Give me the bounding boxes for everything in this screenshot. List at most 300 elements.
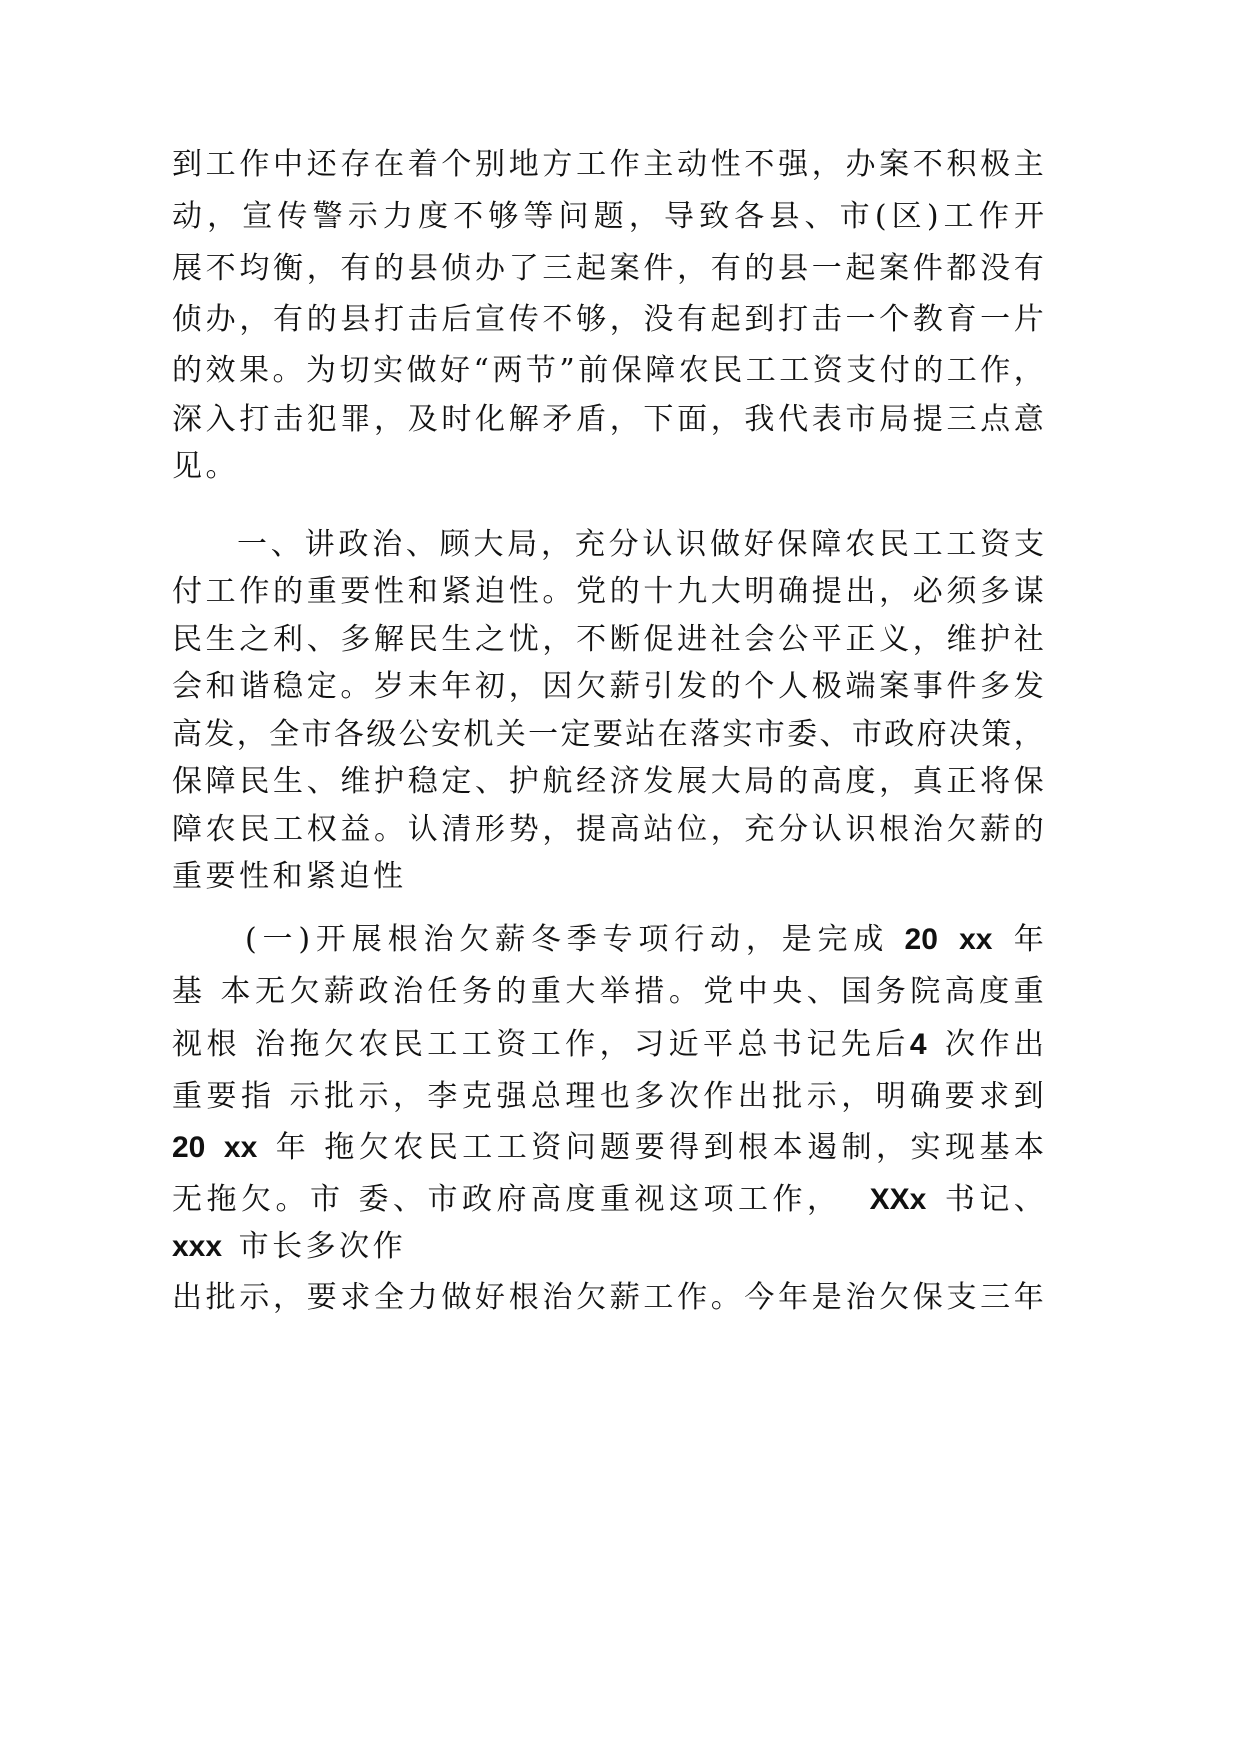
text-glyph: 高 <box>531 1182 562 1217</box>
text-glyph: 求 <box>340 1280 371 1315</box>
text-glyph: 主 <box>643 147 674 182</box>
text-glyph: 平 <box>811 622 842 657</box>
text-glyph: 年 <box>275 1130 306 1165</box>
text-glyph: 谋 <box>1013 574 1044 609</box>
text-glyph: ， <box>879 574 910 609</box>
text-glyph: 县 <box>778 251 809 286</box>
text-glyph: 保 <box>912 1280 943 1315</box>
text-glyph: 市 <box>427 1182 458 1217</box>
space-token <box>889 920 899 960</box>
text-glyph: ， <box>879 764 910 799</box>
text-glyph: 要 <box>634 1130 665 1165</box>
text-glyph: 性 <box>374 574 405 609</box>
text-glyph: 问 <box>558 199 589 234</box>
text-glyph: 工 <box>745 353 776 388</box>
text-glyph: 岁 <box>374 669 405 704</box>
text-glyph: 发 <box>204 717 235 752</box>
text-glyph: 够 <box>576 302 607 337</box>
text-glyph: ( <box>245 922 257 957</box>
text-glyph: 人 <box>778 669 809 704</box>
text-glyph: 障 <box>205 764 236 799</box>
text-glyph: 力 <box>407 1280 438 1315</box>
paragraph-line <box>172 1227 403 1267</box>
text-glyph: 好 <box>743 527 774 562</box>
text-glyph: 大 <box>710 574 741 609</box>
paragraph-line <box>172 145 1044 185</box>
text-glyph: 民 <box>172 622 202 657</box>
text-glyph: 指 <box>240 1079 271 1114</box>
text-glyph: 一 <box>845 302 876 337</box>
text-glyph: 的 <box>778 764 809 799</box>
text-glyph: 制 <box>841 1130 872 1165</box>
paragraph-line <box>172 1025 1044 1065</box>
text-glyph: ， <box>599 1027 630 1062</box>
text-glyph: 保 <box>1013 764 1044 799</box>
text-glyph: ) <box>298 922 311 957</box>
text-glyph: 片 <box>1013 302 1044 337</box>
text-glyph: 效 <box>205 353 236 388</box>
text-glyph: ， <box>710 812 741 847</box>
text-glyph: 出 <box>737 1079 768 1114</box>
text-glyph: 市 <box>301 717 332 752</box>
text-glyph: 之 <box>475 622 506 657</box>
text-glyph: 到 <box>172 147 202 182</box>
text-glyph: 农 <box>358 1027 389 1062</box>
text-glyph: 因 <box>542 669 573 704</box>
text-glyph: 定 <box>560 717 591 752</box>
text-glyph: 做 <box>709 527 740 562</box>
space-token <box>931 1180 941 1220</box>
text-glyph: 书 <box>771 1027 802 1062</box>
text-glyph: 意 <box>1013 402 1044 437</box>
text-glyph: 题 <box>593 199 624 234</box>
text-glyph: 工 <box>576 147 607 182</box>
text-glyph: 之 <box>239 622 270 657</box>
text-glyph: 有 <box>273 302 304 337</box>
text-glyph: 薪 <box>609 1280 640 1315</box>
text-glyph: 示 <box>289 1079 320 1114</box>
text-glyph: 发 <box>1013 669 1044 704</box>
text-glyph: 确 <box>778 574 809 609</box>
text-glyph: 维 <box>340 764 371 799</box>
text-glyph: 定 <box>306 669 337 704</box>
text-glyph: 区 <box>891 199 922 234</box>
text-glyph: 障 <box>645 353 676 388</box>
text-glyph: 、 <box>1013 1182 1044 1217</box>
text-glyph: 下 <box>643 402 674 437</box>
text-glyph: 、 <box>475 764 506 799</box>
text-glyph: 方 <box>542 147 573 182</box>
text-glyph: 的 <box>1013 812 1044 847</box>
text-glyph: 治 <box>542 1280 573 1315</box>
text-glyph: 治 <box>912 812 943 847</box>
text-glyph: 性 <box>710 147 741 182</box>
text-glyph: 付 <box>879 353 910 388</box>
text-glyph: 欠 <box>576 1280 607 1315</box>
space-token <box>206 972 216 1012</box>
text-glyph: 度 <box>417 199 448 234</box>
text-glyph: 欠 <box>879 1280 910 1315</box>
text-glyph: 够 <box>488 199 519 234</box>
text-glyph: 切 <box>339 353 370 388</box>
text-glyph: 市 <box>839 199 870 234</box>
text-glyph: 本 <box>772 1130 803 1165</box>
text-glyph: 认 <box>407 812 438 847</box>
text-glyph: 高 <box>944 974 975 1009</box>
text-glyph: 重 <box>172 1079 202 1114</box>
text-glyph: 见 <box>172 449 202 484</box>
latin-token: XXx <box>869 1183 927 1216</box>
text-glyph: 明 <box>744 574 775 609</box>
text-glyph: 紧 <box>306 859 336 894</box>
text-glyph: 政 <box>338 527 369 562</box>
text-glyph: 案 <box>879 251 910 286</box>
text-glyph: 生 <box>273 764 304 799</box>
text-glyph: 正 <box>845 622 876 657</box>
text-glyph: 基 <box>979 1130 1010 1165</box>
text-glyph: ， <box>912 622 943 657</box>
latin-token: xx <box>223 1131 258 1164</box>
space-token <box>345 1180 355 1220</box>
text-glyph: 委 <box>358 1182 389 1217</box>
text-glyph: 欠 <box>358 1130 389 1165</box>
text-glyph: 务 <box>461 974 492 1009</box>
text-glyph: 稳 <box>273 669 304 704</box>
text-glyph: 识 <box>845 812 876 847</box>
paragraph-line <box>172 197 1044 237</box>
text-glyph: ， <box>609 402 640 437</box>
text-glyph: 末 <box>407 669 438 704</box>
text-glyph: 重 <box>1013 974 1044 1009</box>
text-glyph: 断 <box>609 622 640 657</box>
text-glyph: 的 <box>710 669 741 704</box>
text-glyph: 专 <box>602 922 633 957</box>
text-glyph: 任 <box>427 974 458 1009</box>
text-glyph: 会 <box>172 669 202 704</box>
text-glyph: 实 <box>373 353 403 388</box>
text-glyph: 批 <box>205 1280 236 1315</box>
text-glyph: 展 <box>351 922 382 957</box>
text-glyph: 的 <box>496 974 527 1009</box>
text-glyph: 到 <box>744 302 775 337</box>
text-glyph: 一 <box>811 251 842 286</box>
text-glyph: 初 <box>475 669 506 704</box>
text-glyph: 工 <box>643 1280 674 1315</box>
text-glyph: 。 <box>668 974 699 1009</box>
text-glyph: 识 <box>676 527 707 562</box>
text-glyph: 积 <box>946 147 977 182</box>
text-glyph: 得 <box>669 1130 700 1165</box>
text-glyph: 个 <box>879 302 910 337</box>
text-glyph: 后 <box>875 1027 906 1062</box>
text-glyph: 高 <box>172 717 202 752</box>
text-glyph: 基 <box>172 974 202 1009</box>
text-glyph: 。 <box>374 812 405 847</box>
text-glyph: 季 <box>566 922 597 957</box>
section-heading-line <box>237 525 1044 565</box>
text-glyph: 作 <box>979 1027 1010 1062</box>
text-glyph: 级 <box>366 717 397 752</box>
text-glyph: 传 <box>508 302 539 337</box>
text-glyph: ， <box>306 251 337 286</box>
text-glyph: 化 <box>475 402 506 437</box>
text-glyph: 书 <box>944 1182 975 1217</box>
text-glyph: 犯 <box>306 402 337 437</box>
text-glyph: 治 <box>392 974 423 1009</box>
text-glyph: 付 <box>172 574 202 609</box>
text-glyph: 生 <box>205 622 236 657</box>
text-glyph: 办 <box>845 147 876 182</box>
text-glyph: 年 <box>1013 922 1044 957</box>
paragraph-line <box>172 810 1044 850</box>
text-glyph: 长 <box>272 1229 303 1264</box>
text-glyph: 开 <box>315 922 346 957</box>
text-glyph: 罪 <box>340 402 371 437</box>
text-glyph: 在 <box>657 717 688 752</box>
text-glyph: 障 <box>172 812 202 847</box>
text-glyph: ， <box>542 812 573 847</box>
text-glyph: 农 <box>678 353 709 388</box>
paragraph-line <box>172 300 1044 340</box>
text-glyph: 民 <box>712 353 743 388</box>
text-glyph: 打 <box>239 402 270 437</box>
text-glyph: 是 <box>781 922 812 957</box>
text-glyph: 等 <box>523 199 554 234</box>
text-glyph: 要 <box>592 717 623 752</box>
text-glyph: 要 <box>944 1079 975 1114</box>
text-glyph: 育 <box>946 302 977 337</box>
text-glyph: 举 <box>599 974 630 1009</box>
text-glyph: 央 <box>772 974 803 1009</box>
text-glyph: 本 <box>220 974 251 1009</box>
text-glyph: 三 <box>542 251 573 286</box>
text-glyph: 起 <box>845 251 876 286</box>
text-glyph: 到 <box>703 1130 734 1165</box>
text-glyph: 示 <box>358 1079 389 1114</box>
text-glyph: 有 <box>340 251 371 286</box>
text-glyph: 项 <box>703 1182 734 1217</box>
text-glyph: 民 <box>392 1027 423 1062</box>
text-glyph: 十 <box>643 574 674 609</box>
text-glyph: 都 <box>946 251 977 286</box>
text-glyph: “ <box>473 353 489 388</box>
text-glyph: ， <box>239 302 270 337</box>
text-glyph: 侦 <box>172 302 202 337</box>
text-glyph: 出 <box>1013 1027 1044 1062</box>
text-glyph: 为 <box>306 353 336 388</box>
text-glyph: 传 <box>277 199 308 234</box>
text-glyph: 充 <box>574 527 605 562</box>
text-glyph: 民 <box>239 812 270 847</box>
paragraph-line <box>172 762 1044 802</box>
text-glyph: 年 <box>441 669 472 704</box>
text-glyph: 端 <box>845 669 876 704</box>
text-glyph: ， <box>374 402 405 437</box>
text-glyph: 时 <box>441 402 472 437</box>
text-glyph: 根 <box>879 812 910 847</box>
text-glyph: 要 <box>206 1079 237 1114</box>
text-glyph: ， <box>841 1079 872 1114</box>
space-token <box>931 1025 941 1065</box>
text-glyph: 实 <box>722 717 753 752</box>
text-glyph: 工 <box>943 199 974 234</box>
latin-token: 20 <box>172 1131 206 1164</box>
text-glyph: 地 <box>508 147 539 182</box>
text-glyph: 我 <box>744 402 775 437</box>
text-glyph: 迫 <box>339 859 370 894</box>
text-glyph: 深 <box>172 402 202 437</box>
text-glyph: 后 <box>441 302 472 337</box>
text-glyph: 面 <box>677 402 708 437</box>
text-glyph: 局 <box>879 402 910 437</box>
space-token <box>241 1025 251 1065</box>
text-glyph: 大 <box>710 764 741 799</box>
text-glyph: 社 <box>710 622 741 657</box>
text-glyph: 三 <box>946 402 977 437</box>
text-glyph: 忧 <box>508 622 539 657</box>
text-glyph: 动 <box>172 199 202 234</box>
text-glyph: 性 <box>239 859 269 894</box>
text-glyph: 教 <box>912 302 943 337</box>
text-glyph: 作 <box>703 1079 734 1114</box>
space-token <box>262 1128 272 1168</box>
text-glyph: 存 <box>340 147 371 182</box>
text-glyph: 稳 <box>407 764 438 799</box>
text-glyph: 动 <box>677 147 708 182</box>
text-glyph: 生 <box>441 622 472 657</box>
text-glyph: 作 <box>372 1229 403 1264</box>
text-glyph: 市 <box>310 1182 340 1217</box>
text-glyph: 性 <box>373 859 403 894</box>
text-glyph: 好 <box>475 1280 506 1315</box>
text-glyph: 前 <box>578 353 609 388</box>
text-glyph: 宣 <box>475 302 506 337</box>
text-glyph: ， <box>542 622 573 657</box>
text-glyph: 紧 <box>441 574 472 609</box>
space-token <box>998 920 1008 960</box>
text-glyph: 发 <box>677 669 708 704</box>
text-glyph: 政 <box>884 717 915 752</box>
text-glyph: 工 <box>462 1130 493 1165</box>
text-glyph: 、 <box>804 199 835 234</box>
text-glyph: 重 <box>530 974 561 1009</box>
text-glyph: 有 <box>677 302 708 337</box>
text-glyph: 个 <box>441 147 472 182</box>
text-glyph: 击 <box>407 302 438 337</box>
text-glyph: 多 <box>305 1229 336 1264</box>
text-glyph: 清 <box>441 812 472 847</box>
text-glyph: ， <box>392 1079 423 1114</box>
text-glyph: 形 <box>475 812 506 847</box>
text-glyph: 不 <box>542 302 573 337</box>
text-glyph: 多 <box>980 574 1011 609</box>
text-glyph: 案 <box>609 251 640 286</box>
text-glyph: 事 <box>912 669 943 704</box>
space-token <box>310 1128 320 1168</box>
text-glyph: 各 <box>734 199 765 234</box>
text-glyph: 总 <box>737 1027 768 1062</box>
text-glyph: 。 <box>205 449 236 484</box>
text-glyph: 高 <box>811 764 842 799</box>
text-glyph: 要 <box>205 859 236 894</box>
text-glyph: 。 <box>340 669 371 704</box>
text-glyph: 击 <box>811 302 842 337</box>
text-glyph: 致 <box>699 199 730 234</box>
text-glyph: 实 <box>910 1130 941 1165</box>
text-glyph: 强 <box>778 147 809 182</box>
latin-token: xx <box>959 923 993 956</box>
text-glyph: 党 <box>576 574 607 609</box>
text-glyph: 视 <box>634 1182 665 1217</box>
text-glyph: 和 <box>407 574 438 609</box>
text-glyph: 支 <box>846 353 877 388</box>
latin-token: 20 <box>904 923 938 956</box>
text-glyph: 市 <box>754 717 785 752</box>
text-glyph: 、 <box>270 527 301 562</box>
paragraph-line <box>172 620 1044 660</box>
text-glyph: 权 <box>306 812 337 847</box>
text-glyph: 社 <box>1013 622 1044 657</box>
text-glyph: 多 <box>980 669 1011 704</box>
text-glyph: ， <box>273 1280 304 1315</box>
text-glyph: 薪 <box>495 922 526 957</box>
paragraph-line <box>172 249 1044 289</box>
text-glyph: 经 <box>576 764 607 799</box>
text-glyph: 习 <box>634 1027 665 1062</box>
text-glyph: 重 <box>172 859 202 894</box>
text-glyph: 全 <box>269 717 300 752</box>
text-glyph: 侦 <box>441 251 472 286</box>
text-glyph: 资 <box>980 527 1011 562</box>
text-glyph: 民 <box>427 1130 458 1165</box>
text-glyph: 无 <box>255 974 285 1009</box>
text-glyph: 要 <box>306 1280 337 1315</box>
text-glyph: 工 <box>946 353 977 388</box>
text-glyph: 民 <box>239 764 270 799</box>
text-glyph: ， <box>876 1130 907 1165</box>
text-glyph: 明 <box>875 1079 906 1114</box>
text-glyph: ， <box>1013 353 1044 388</box>
text-glyph: ， <box>677 251 708 286</box>
text-glyph: 示 <box>347 199 378 234</box>
text-glyph: 中 <box>737 974 768 1009</box>
text-glyph: 做 <box>441 1280 472 1315</box>
text-glyph: 工 <box>205 147 236 182</box>
text-glyph: ， <box>236 717 267 752</box>
text-glyph: 根 <box>508 1280 539 1315</box>
text-glyph: 冬 <box>530 922 561 957</box>
text-glyph: 济 <box>609 764 640 799</box>
text-glyph: 起 <box>576 251 607 286</box>
text-glyph: 作 <box>239 147 270 182</box>
text-glyph: 分 <box>778 812 809 847</box>
text-glyph: 次 <box>668 1079 699 1114</box>
text-glyph: 的 <box>913 353 944 388</box>
text-glyph: 根 <box>206 1027 237 1062</box>
text-glyph: 正 <box>946 764 977 799</box>
text-glyph: 度 <box>565 1182 596 1217</box>
text-glyph: 别 <box>475 147 506 182</box>
text-glyph: 提 <box>912 402 943 437</box>
text-glyph: 薪 <box>323 974 354 1009</box>
text-glyph: 高 <box>609 812 640 847</box>
text-glyph: 不 <box>453 199 484 234</box>
text-glyph: 院 <box>910 974 941 1009</box>
text-glyph: 措 <box>634 974 665 1009</box>
text-glyph: 务 <box>875 974 906 1009</box>
text-glyph: 公 <box>778 622 809 657</box>
text-glyph: 作 <box>772 1182 803 1217</box>
